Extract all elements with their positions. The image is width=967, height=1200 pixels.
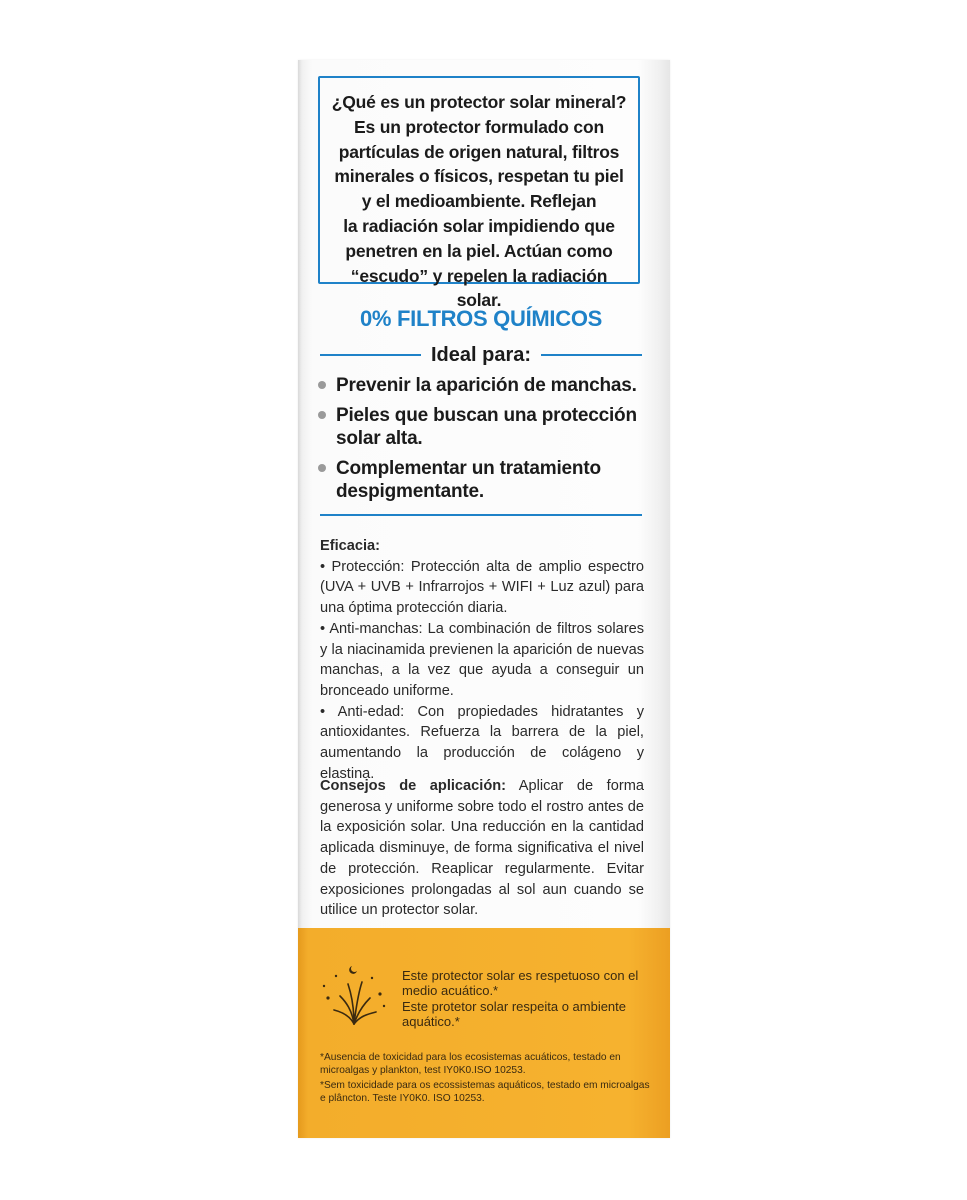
- bullet-dot-icon: [318, 464, 326, 472]
- question-line: Es un protector formulado con: [354, 116, 604, 137]
- advice-text: Aplicar de forma generosa y uniforme sobre todo el rostro antes de la exposición solar. Una reducción en la cantidad aplicada disminuye, de forma significativa el nivel de protección. Reaplicar regularmente. Evitar exposiciones prolongadas al sol aun cuando se utilice un protector solar.: [320, 778, 644, 919]
- divider-line: [320, 514, 642, 516]
- application-advice-section: [320, 776, 644, 921]
- efficacy-item: • Protección: Protección alta de amplio espectro (UVA + UVB + Infrarrojos + WIFI + Luz azul) para una óptima protección diaria.: [320, 558, 644, 617]
- list-item: [318, 374, 648, 397]
- efficacy-item: • Anti-manchas: La combinación de filtros solares y la niacinamida previenen la aparición de nuevas manchas, a la vez que ayuda a conseguir un bronceado uniforme.: [320, 620, 644, 699]
- footnote-pt: *Sem toxicidade para os ecossistemas aquáticos, testado em microalgas e plâncton. Teste IY0K0. ISO 10253.: [320, 1080, 650, 1104]
- list-item-text: Complementar un tratamiento despigmentante.: [336, 458, 601, 502]
- efficacy-title: Eficacia:: [320, 538, 381, 554]
- question-line: minerales o físicos, respetan tu piel: [334, 166, 624, 187]
- mineral-sunscreen-question-box: [318, 76, 640, 311]
- footnote-es: *Ausencia de toxicidad para los ecosistemas acuáticos, testado en microalgas y plankton, test IY0K0.ISO 10253.: [320, 1052, 621, 1076]
- list-item-text: Pieles que buscan una protección solar alta.: [336, 405, 637, 449]
- list-item-text: Prevenir la aparición de manchas.: [336, 375, 637, 396]
- box-white-area: [298, 60, 670, 928]
- question-line: partículas de origen natural, filtros: [338, 141, 620, 162]
- eco-info-band: [298, 928, 670, 1138]
- question-line: penetren en la piel. Actúan como: [345, 240, 613, 261]
- divider-line: [320, 354, 421, 356]
- bullet-dot-icon: [318, 411, 326, 419]
- efficacy-item: • Anti-edad: Con propiedades hidratantes y antioxidantes. Refuerza la barrera de la piel, aumentando la producción de colágeno y elastina.: [320, 703, 644, 782]
- divider-line: [541, 354, 642, 356]
- product-box-side-panel: [298, 60, 670, 1138]
- list-item: [318, 404, 648, 450]
- ideal-for-heading: [320, 340, 642, 370]
- question-line: “escudo” y repelen la radiación solar.: [350, 265, 608, 311]
- question-line: ¿Qué es un protector solar mineral?: [331, 92, 627, 112]
- eco-text: [402, 968, 654, 1030]
- ideal-for-label: Ideal para:: [430, 343, 532, 366]
- chemical-filters-headline: 0% FILTROS QUÍMICOS: [359, 306, 602, 331]
- aquatic-plant-icon: [318, 962, 388, 1032]
- bullet-dot-icon: [318, 381, 326, 389]
- advice-title: Consejos de aplicación:: [320, 778, 507, 794]
- eco-text-es: Este protector solar es respetuoso con el medio acuático.*: [402, 968, 639, 999]
- eco-text-pt: Este protetor solar respeita o ambiente aquático.*: [402, 998, 627, 1030]
- question-line: la radiación solar impidiendo que: [343, 215, 615, 236]
- list-item: [318, 457, 648, 503]
- question-line: y el medioambiente. Reflejan: [361, 191, 597, 212]
- efficacy-section: [320, 536, 644, 784]
- ideal-for-list: [318, 374, 648, 510]
